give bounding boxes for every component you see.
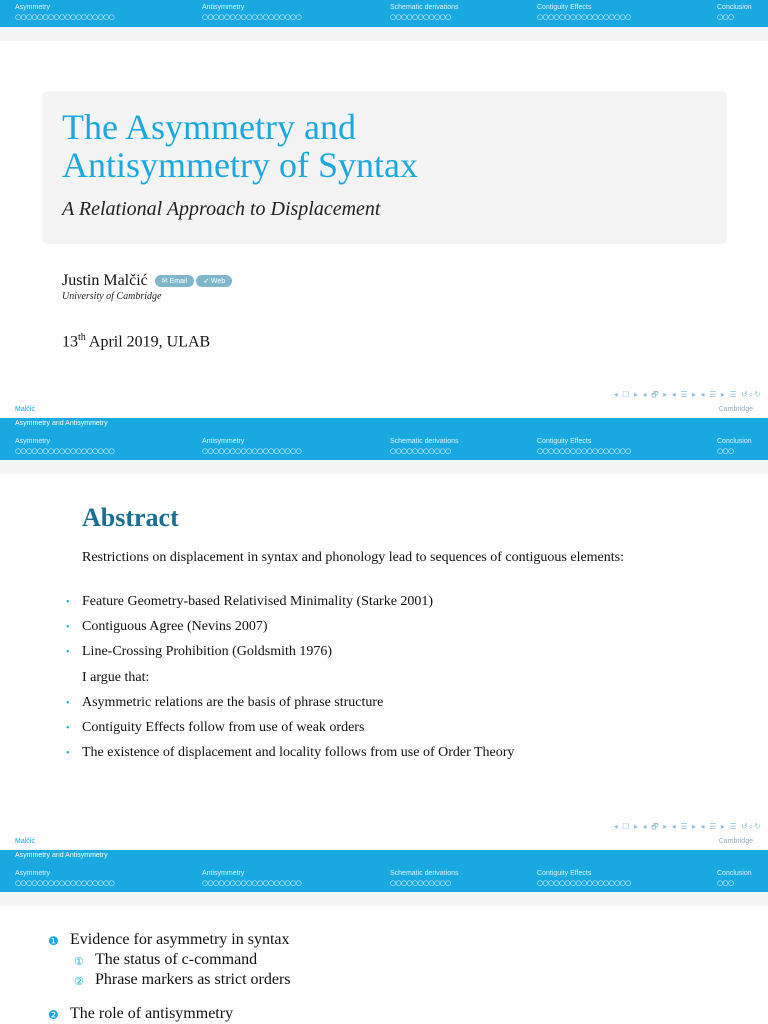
nav-dots-schematic[interactable]: ○○○○○○○○○○○ [390,13,451,21]
title-line-1: The Asymmetry and [62,107,356,147]
author-line [62,272,232,290]
nav-section-conclusion[interactable]: Conclusion [717,870,752,877]
nav-section-schematic[interactable]: Schematic derivations [390,870,459,877]
nav-dots-schematic[interactable]: ○○○○○○○○○○○ [390,447,451,455]
web-button[interactable]: ➶ Web [196,275,232,287]
nav-dots-asymmetry[interactable]: ○○○○○○○○○○○○○○○○○○ [15,13,115,21]
section-navbar [0,862,768,892]
nav-section-schematic[interactable]: Schematic derivations [390,4,459,11]
presentation-title [62,108,418,184]
footer-author: Malčić [15,838,35,845]
footer-institution: Cambridge [718,838,753,845]
footer-author: Malčić [15,406,35,413]
beamer-nav-controls[interactable]: ◂ ☐ ▸ ◂ 🗗 ▸ ◂ ☰ ▸ ◂ ☰ ▸ ☰ ↺⌕↻ [613,822,762,831]
nav-dots-contiguity[interactable]: ○○○○○○○○○○○○○○○○○ [537,879,631,887]
title-line-2: Antisymmetry of Syntax [62,145,418,185]
nav-section-conclusion[interactable]: Conclusion [717,438,752,445]
nav-dots-asymmetry[interactable]: ○○○○○○○○○○○○○○○○○○ [15,879,115,887]
nav-dots-schematic[interactable]: ○○○○○○○○○○○ [390,879,451,887]
slide-heading: Abstract [82,503,179,532]
section-navbar [0,0,768,27]
nav-section-asymmetry[interactable]: Asymmetry [15,438,50,445]
abstract-bullet: Contiguous Agree (Nevins 2007) [82,619,268,634]
bullet-marker: • [66,748,70,759]
nav-section-conclusion[interactable]: Conclusion [717,4,752,11]
section-navbar [0,430,768,460]
presentation-subtitle: A Relational Approach to Displacement [62,198,381,220]
abstract-argue: I argue that: [82,670,150,685]
bullet-marker: • [66,597,70,608]
date-rest: April 2019, ULAB [85,333,211,351]
beamer-nav-controls[interactable]: ◂ ☐ ▸ ◂ 🗗 ▸ ◂ ☰ ▸ ◂ ☰ ▸ ☰ ↺⌕↻ [613,390,762,399]
nav-dots-contiguity[interactable]: ○○○○○○○○○○○○○○○○○ [537,447,631,455]
nav-section-contiguity[interactable]: Contiguity Effects [537,4,592,11]
nav-dots-conclusion[interactable]: ○○○ [717,13,734,21]
nav-section-contiguity[interactable]: Contiguity Effects [537,870,592,877]
date-day: 13 [62,333,78,351]
presentation-date [62,332,210,351]
nav-section-schematic[interactable]: Schematic derivations [390,438,459,445]
slide-title [0,0,768,404]
toc-number: ❷ [48,1008,59,1022]
slide-outline [0,836,768,1024]
nav-dots-antisymmetry[interactable]: ○○○○○○○○○○○○○○○○○○ [202,879,302,887]
footer-title-bar [0,418,768,430]
navbar-shadow [0,460,768,474]
nav-section-antisymmetry[interactable]: Antisymmetry [202,438,245,445]
bullet-marker: • [66,647,70,658]
footer-title-bar [0,850,768,862]
toc-subitem[interactable]: The status of c-command [95,951,258,968]
nav-dots-conclusion[interactable]: ○○○ [717,879,734,887]
toc-subnumber: ① [74,955,84,968]
slide-abstract [0,404,768,836]
abstract-bullet: Line-Crossing Prohibition (Goldsmith 1976) [82,644,333,659]
nav-dots-contiguity[interactable]: ○○○○○○○○○○○○○○○○○ [537,13,631,21]
date-suffix: th [78,332,86,343]
toc-item[interactable]: The role of antisymmetry [70,1005,234,1022]
footer-institution: Cambridge [718,406,753,413]
abstract-bullet: Contiguity Effects follow from use of weak orders [82,720,365,735]
nav-dots-conclusion[interactable]: ○○○ [717,447,734,455]
toc-subnumber: ② [74,975,84,988]
nav-section-asymmetry[interactable]: Asymmetry [15,4,50,11]
nav-section-asymmetry[interactable]: Asymmetry [15,870,50,877]
abstract-bullet: Asymmetric relations are the basis of phrase structure [82,695,384,710]
nav-dots-asymmetry[interactable]: ○○○○○○○○○○○○○○○○○○ [15,447,115,455]
abstract-intro: Restrictions on displacement in syntax and phonology lead to sequences of contiguous elements: [82,550,625,565]
navbar-shadow [0,892,768,906]
author-name: Justin Malčić [62,272,148,289]
footer-short-title: Asymmetry and Antisymmetry [15,852,108,859]
navbar-shadow [0,27,768,41]
email-button[interactable]: ✉ Email [155,275,194,287]
nav-section-contiguity[interactable]: Contiguity Effects [537,438,592,445]
footer-short-title: Asymmetry and Antisymmetry [15,420,108,427]
toc-item[interactable]: Evidence for asymmetry in syntax [70,931,290,948]
nav-dots-antisymmetry[interactable]: ○○○○○○○○○○○○○○○○○○ [202,447,302,455]
author-institution: University of Cambridge [62,291,162,302]
toc-number: ❶ [48,934,59,948]
nav-dots-antisymmetry[interactable]: ○○○○○○○○○○○○○○○○○○ [202,13,302,21]
abstract-bullet: The existence of displacement and locality follows from use of Order Theory [82,745,515,760]
nav-section-antisymmetry[interactable]: Antisymmetry [202,870,245,877]
bullet-marker: • [66,723,70,734]
abstract-bullet: Feature Geometry-based Relativised Minimality (Starke 2001) [82,594,434,609]
bullet-marker: • [66,622,70,633]
nav-section-antisymmetry[interactable]: Antisymmetry [202,4,245,11]
bullet-marker: • [66,698,70,709]
toc-subitem[interactable]: Phrase markers as strict orders [95,971,291,988]
